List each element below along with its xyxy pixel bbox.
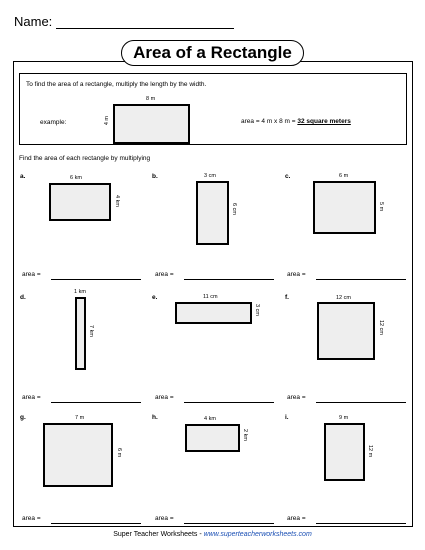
answer-field[interactable] (316, 523, 406, 524)
rect-side-label: 5 m (378, 202, 384, 212)
problem-letter: i. (285, 414, 289, 421)
instruction-text: To find the area of a rectangle, multiply the length by the width. (26, 81, 207, 88)
answer-field[interactable] (184, 279, 274, 280)
answer-field[interactable] (51, 402, 141, 403)
rectangle-shape (175, 302, 252, 324)
rectangle-shape (49, 183, 111, 221)
rectangle-shape (196, 181, 229, 245)
footer (0, 531, 425, 538)
rectangle-shape (324, 423, 365, 481)
answer-field[interactable] (51, 279, 141, 280)
rect-top-label: 1 km (74, 289, 86, 295)
answer-label: area = (22, 271, 41, 278)
example-width-label: 4 m (104, 116, 110, 126)
answer-field[interactable] (184, 402, 274, 403)
name-field[interactable] (56, 28, 234, 29)
example-label: example: (40, 119, 67, 126)
rect-top-label: 3 cm (204, 173, 216, 179)
rect-side-label: 3 cm (254, 304, 260, 316)
rect-side-label: 12 cm (378, 320, 384, 335)
name-label: Name: (14, 14, 53, 29)
answer-label: area = (155, 271, 174, 278)
rectangle-shape (75, 297, 86, 370)
answer-field[interactable] (316, 279, 406, 280)
example-result: 32 square meters (297, 118, 351, 125)
problem-letter: g. (20, 414, 26, 421)
problem-letter: c. (285, 173, 291, 180)
problem-letter: d. (20, 294, 26, 301)
problem-letter: f. (285, 294, 289, 301)
rect-top-label: 6 km (70, 175, 82, 181)
answer-field[interactable] (316, 402, 406, 403)
directions-text: Find the area of each rectangle by multiplying (19, 155, 151, 162)
answer-field[interactable] (184, 523, 274, 524)
answer-label: area = (287, 271, 306, 278)
rect-top-label: 9 m (339, 415, 349, 421)
rect-side-label: 6 cm (231, 203, 237, 215)
answer-field[interactable] (51, 523, 141, 524)
rect-side-label: 4 km (114, 195, 120, 207)
rect-top-label: 6 m (339, 173, 349, 179)
footer-brand: Super Teacher Worksheets - (113, 531, 204, 538)
rectangle-shape (317, 302, 375, 360)
rect-top-label: 7 m (75, 415, 85, 421)
example-formula: area = 4 m x 8 m = (241, 118, 298, 125)
rect-side-label: 6 m (116, 448, 122, 458)
answer-label: area = (22, 394, 41, 401)
rectangle-shape (313, 181, 376, 234)
footer-link[interactable]: www.superteacherworksheets.com (203, 531, 312, 538)
example-length-label: 8 m (146, 96, 156, 102)
example-rectangle (113, 104, 190, 144)
example-equation (241, 118, 351, 125)
rectangle-shape (43, 423, 113, 487)
answer-label: area = (155, 515, 174, 522)
problem-letter: h. (152, 414, 158, 421)
answer-label: area = (22, 515, 41, 522)
rect-top-label: 4 km (204, 416, 216, 422)
rect-side-label: 7 km (88, 325, 94, 337)
rect-side-label: 12 m (367, 445, 373, 458)
answer-label: area = (155, 394, 174, 401)
problem-letter: e. (152, 294, 158, 301)
rect-top-label: 12 cm (336, 295, 351, 301)
problem-letter: a. (20, 173, 26, 180)
rect-top-label: 11 cm (203, 294, 218, 300)
answer-label: area = (287, 394, 306, 401)
worksheet-title: Area of a Rectangle (121, 40, 304, 66)
rect-side-label: 2 km (242, 429, 248, 441)
problem-letter: b. (152, 173, 158, 180)
answer-label: area = (287, 515, 306, 522)
rectangle-shape (185, 424, 240, 452)
